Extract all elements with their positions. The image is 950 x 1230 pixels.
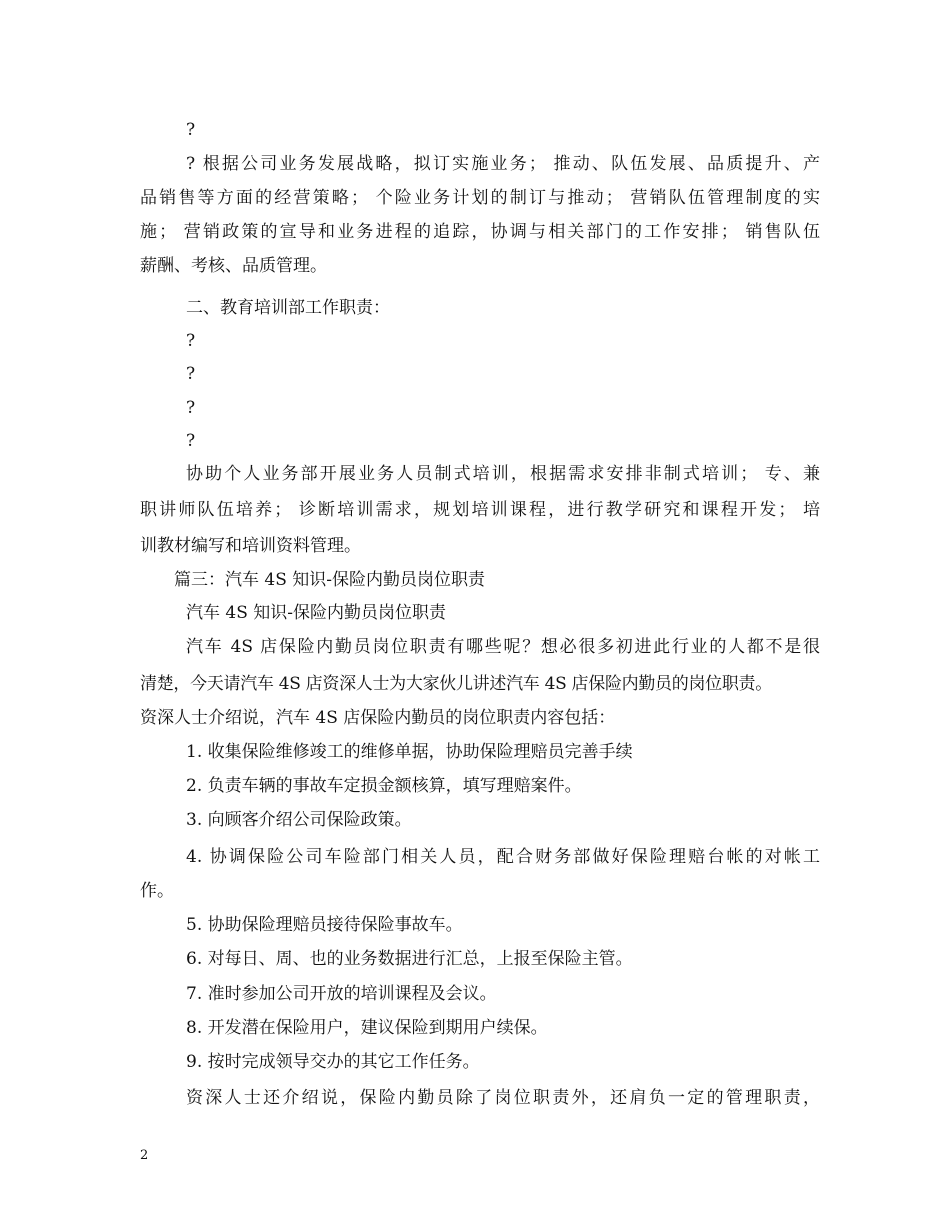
list-item: 7. 准时参加公司开放的培训课程及会议。 xyxy=(186,984,497,1004)
list-item: 4. 协调保险公司车险部门相关人员，配合财务部做好保险理赔台帐的对帐工 xyxy=(186,847,820,867)
list-item: 1. 收集保险维修竣工的维修单据，协助保险理赔员完善手续 xyxy=(186,742,633,762)
text-line: 薪酬、考核、品质管理。 xyxy=(140,256,327,276)
list-item: 9. 按时完成领导交办的其它工作任务。 xyxy=(186,1052,480,1072)
article-title: 汽车 4S 知识-保险内勤员岗位职责 xyxy=(186,603,447,623)
page-number: 2 xyxy=(140,1148,149,1163)
text-line: 职讲师队伍培养； 诊断培训需求，规划培训课程，进行教学研究和课程开发； 培 xyxy=(140,500,820,520)
text-line: 品销售等方面的经营策略； 个险业务计划的制订与推动； 营销队伍管理制度的实 xyxy=(140,188,820,208)
text-line: ? 根据公司业务发展战略，拟订实施业务； 推动、队伍发展、品质提升、产 xyxy=(186,154,820,174)
text-line: ? xyxy=(186,120,196,140)
text-line: ? xyxy=(186,398,196,418)
text-line: ? xyxy=(186,364,196,384)
list-item: 5. 协助保险理赔员接待保险事故车。 xyxy=(186,915,463,935)
text-line: 协助个人业务部开展业务人员制式培训，根据需求安排非制式培训； 专、兼 xyxy=(186,464,820,484)
text-line: 资深人士介绍说，汽车 4S 店保险内勤员的岗位职责内容包括： xyxy=(140,708,616,728)
list-item: 6. 对每日、周、也的业务数据进行汇总，上报至保险主管。 xyxy=(186,949,633,969)
text-line: ? xyxy=(186,331,196,351)
section-heading: 二、教育培训部工作职责： xyxy=(186,298,390,318)
section-heading: 篇三：汽车 4S 知识-保险内勤员岗位职责 xyxy=(174,570,486,590)
text-line: 施； 营销政策的宣导和业务进程的追踪，协调与相关部门的工作安排； 销售队伍 xyxy=(140,222,820,242)
text-line: 资深人士还介绍说，保险内勤员除了岗位职责外，还肩负一定的管理职责， xyxy=(186,1088,820,1108)
list-item: 2. 负责车辆的事故车定损金额核算，填写理赔案件。 xyxy=(186,776,582,796)
text-line: 汽车 4S 店保险内勤员岗位职责有哪些呢？想必很多初进此行业的人都不是很 xyxy=(186,637,820,657)
text-line: 清楚，今天请汽车 4S 店资深人士为大家伙儿讲述汽车 4S 店保险内勤员的岗位职责。 xyxy=(140,674,772,694)
list-item: 3. 向顾客介绍公司保险政策。 xyxy=(186,810,412,830)
text-line: ? xyxy=(186,431,196,451)
text-line: 训教材编写和培训资料管理。 xyxy=(140,536,361,556)
text-line: 作。 xyxy=(140,881,174,901)
list-item: 8. 开发潜在保险用户，建议保险到期用户续保。 xyxy=(186,1018,548,1038)
